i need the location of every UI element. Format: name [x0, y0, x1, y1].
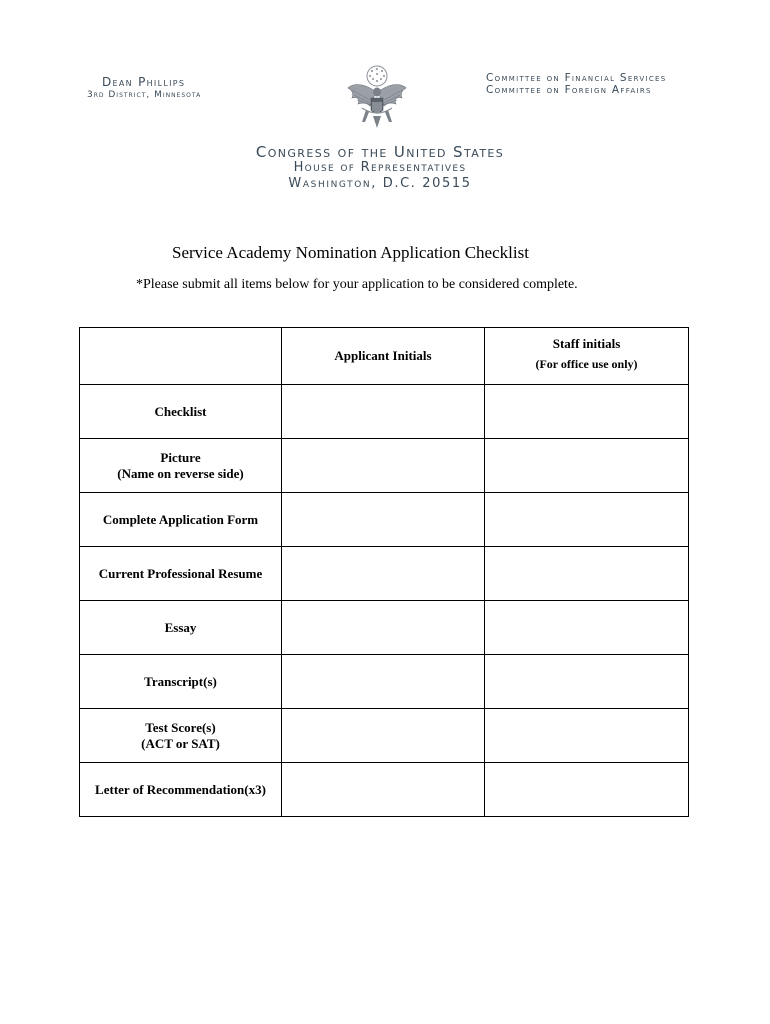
item-label: Checklist: [154, 403, 207, 419]
applicant-initials-cell[interactable]: [282, 385, 485, 439]
table-row: [80, 601, 689, 655]
table-row: [80, 385, 689, 439]
table-row: [80, 709, 689, 763]
committee-list: [486, 72, 667, 96]
table-row: [80, 763, 689, 817]
staff-initials-cell[interactable]: [485, 601, 689, 655]
page-title: Service Academy Nomination Application Checklist: [172, 243, 529, 262]
item-label-cell: [80, 601, 282, 655]
eagle-seal-icon: [340, 62, 414, 136]
header-item-cell: [80, 328, 282, 385]
header-applicant-initials: [282, 328, 485, 385]
applicant-initials-cell[interactable]: [282, 493, 485, 547]
checklist-table: [79, 327, 689, 817]
representative-district: 3rd District, Minnesota: [87, 90, 202, 100]
item-label: Letter of Recommendation(x3): [95, 781, 266, 797]
header-staff-initials: [485, 328, 689, 385]
item-label-cell: [80, 493, 282, 547]
committee-foreign-affairs: Committee on Foreign Affairs: [486, 84, 652, 96]
item-label: Test Score(s): [145, 719, 216, 735]
staff-initials-cell[interactable]: [485, 547, 689, 601]
applicant-initials-cell[interactable]: [282, 439, 485, 493]
staff-initials-cell[interactable]: [485, 709, 689, 763]
applicant-initials-cell[interactable]: [282, 763, 485, 817]
applicant-initials-cell[interactable]: [282, 709, 485, 763]
congress-line: Congress of the United States: [255, 143, 505, 161]
staff-initials-cell[interactable]: [485, 385, 689, 439]
table-row: [80, 439, 689, 493]
item-label: Current Professional Resume: [98, 565, 263, 581]
house-line: House of Representatives: [293, 160, 467, 175]
item-label: Picture: [160, 449, 201, 465]
table-row: [80, 493, 689, 547]
instruction-note: *Please submit all items below for your application to be considered complete.: [136, 277, 578, 292]
committee-financial-services: Committee on Financial Services: [486, 72, 667, 84]
staff-initials-note: (For office use only): [535, 357, 638, 371]
staff-initials-cell[interactable]: [485, 763, 689, 817]
item-label: Complete Application Form: [102, 511, 259, 527]
item-label-cell: [80, 763, 282, 817]
applicant-initials-cell[interactable]: [282, 547, 485, 601]
table-row: [80, 547, 689, 601]
applicant-initials-label: Applicant Initials: [334, 348, 432, 363]
table-row: [80, 655, 689, 709]
item-label: Transcript(s): [144, 673, 217, 689]
representative-name: Dean Phillips: [102, 75, 186, 89]
staff-initials-cell[interactable]: [485, 493, 689, 547]
item-label-cell: [80, 655, 282, 709]
applicant-initials-cell[interactable]: [282, 601, 485, 655]
item-sublabel: (ACT or SAT): [141, 735, 220, 751]
item-sublabel: (Name on reverse side): [117, 465, 244, 481]
staff-initials-cell[interactable]: [485, 439, 689, 493]
staff-initials-label: Staff initials: [552, 336, 621, 351]
table-header-row: [80, 328, 689, 385]
item-label-cell: [80, 547, 282, 601]
applicant-initials-cell[interactable]: [282, 655, 485, 709]
address-line: Washington, D.C. 20515: [288, 176, 472, 191]
staff-initials-cell[interactable]: [485, 655, 689, 709]
item-label-cell: [80, 709, 282, 763]
item-label-cell: [80, 439, 282, 493]
item-label-cell: [80, 385, 282, 439]
item-label: Essay: [164, 619, 197, 635]
